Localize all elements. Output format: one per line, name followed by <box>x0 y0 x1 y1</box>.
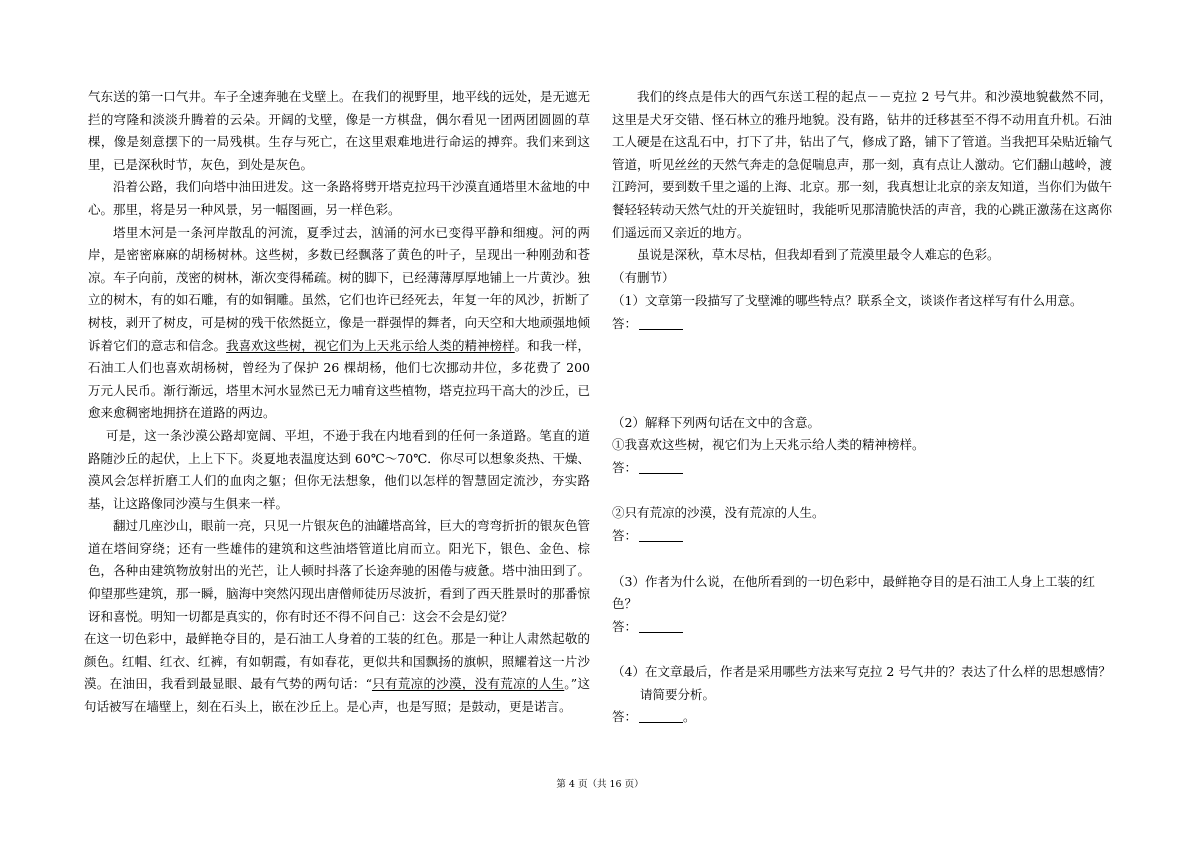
answer-blank[interactable] <box>639 709 683 723</box>
right-column <box>612 86 1112 729</box>
paragraph: 气东送的第一口气井。车子全速奔驰在戈壁上。在我们的视野里，地平线的远处，是无遮无拦的穹隆和淡淡升腾着的云朵。开阔的戈壁，像是一方棋盘，偶尔看见一团两团圆圆的草棵，像是刻意摆下的一局残棋。生存与死亡，在这里艰难地进行命运的搏弈。我们来到这里，已是深秋时节，灰色，到处是灰色。 <box>88 89 590 172</box>
abridged-note: （有删节） <box>612 269 675 285</box>
answer-blank[interactable] <box>639 619 683 633</box>
answer-blank[interactable] <box>639 528 683 542</box>
answer-line <box>612 706 1112 729</box>
answer-line <box>612 313 1112 336</box>
answer-space <box>612 479 1112 502</box>
question-2a: ①我喜欢这些树，视它们为上天兆示给人类的精神榜样。 <box>612 437 925 453</box>
answer-label: 答： <box>612 618 638 634</box>
answer-line <box>612 616 1112 639</box>
text-span: 塔里木河是一条河岸散乱的河流，夏季过去，汹涌的河水已变得平静和细瘦。河的两岸，是密密麻麻的胡杨树林。这些树，多数已经飘落了黄色的叶子，呈现出一种刚劲和苍凉。车子向前，茂密的树林，渐次变得稀疏。树的脚下，已经薄薄厚厚地铺上一片黄沙。独立的树木，有的如石雕，有的如铜雕。虽然，它们也许已经死去，年复一年的风沙，折断了树枝，剥开了树皮，可是树的残干依然挺立，像是一群强悍的舞者，向天空和大地顽强地倾诉着它们的意志和信念。 <box>88 224 590 353</box>
answer-line <box>612 457 1112 480</box>
answer-label: 答： <box>612 315 638 331</box>
answer-label: 答： <box>612 527 638 543</box>
answer-blank[interactable] <box>639 460 683 474</box>
paragraph: 我们的终点是伟大的西气东送工程的起点－－克拉 2 号气井。和沙漠地貌截然不同，这里是犬牙交错、怪石林立的雅丹地貌。没有路，钻井的迁移甚至不得不动用直升机。石油工人硬是在这乱石中，打下了井，钻出了气，修成了路，铺下了管道。当我把耳朵贴近输气管道，听见丝丝的天然气奔走的急促喘息声，那一刻，真有点让人激动。它们翻山越岭，渡江跨河，要到数千里之遥的上海、北京。那一刻，我真想让北京的亲友知道，当你们为做午餐轻轻转动天然气灶的开关旋钮时，我能听见那清脆快活的声音，我的心跳正激荡在这离你们遥远而又亲近的地方。 <box>612 89 1113 240</box>
answer-space <box>612 548 1112 571</box>
paragraph: 虽说是深秋，草木尽枯，但我却看到了荒漠里最令人难忘的色彩。 <box>637 247 1000 263</box>
answer-line <box>612 525 1112 548</box>
answer-period: 。 <box>683 709 696 725</box>
question-2b: ②只有荒凉的沙漠，没有荒凉的人生。 <box>612 505 825 521</box>
paragraph: 可是，这一条沙漠公路却宽阔、平坦，不逊于我在内地看到的任何一条道路。笔直的道路随沙丘的起伏，上上下下。炎夏地表温度达到 60℃～70℃．你尽可以想象炎热、干燥、漠风会怎样折磨工人们的血肉之躯；但你无法想象，他们以怎样的智慧固定流沙，夯实路基，让这路像同沙漠与生俱来一样。 <box>88 427 590 511</box>
underlined-sentence: 我喜欢这些树，视它们为上天兆示给人类的精神榜样 <box>226 337 515 353</box>
text-span: 这句话被写在墙壁上，刻在石头上，嵌在沙丘上。是心声，也是写照；是鼓动，更是诺言。 <box>84 676 590 715</box>
question-1: （1）文章第一段描写了戈壁滩的哪些特点？联系全文，谈谈作者这样写有什么用意。 <box>612 293 1083 309</box>
quote-mark: 。” <box>564 676 578 692</box>
paragraph <box>88 222 590 425</box>
left-column <box>84 86 590 719</box>
answer-space <box>612 638 1112 661</box>
page-number-footer: 第 4 页（共 16 页） <box>556 779 644 790</box>
quote-mark: “ <box>365 676 372 692</box>
paragraph: 沿着公路，我们向塔中油田进发。这一条路将劈开塔克拉玛干沙漠直通塔里木盆地的中心。那里，将是另一种风景，另一幅图画，另一样色彩。 <box>88 179 590 217</box>
paragraph <box>84 628 590 718</box>
answer-blank[interactable] <box>639 316 683 330</box>
answer-label: 答： <box>612 459 638 475</box>
text-span: 。和我一样，石油工人们也喜欢胡杨树，曾经为了保护 26 棵胡杨，他们七次挪动井位，多花费了 200 万元人民币。渐行渐远，塔里木河水显然已无力哺育这些植物，塔克拉玛干高大的沙丘，已愈来愈稠密地拥挤在道路的两边。 <box>88 337 590 421</box>
question-3: （3）作者为什么说，在他所看到的一切色彩中，最鲜艳夺目的是石油工人身上工装的红色？ <box>612 573 1095 612</box>
underlined-sentence: 只有荒凉的沙漠，没有荒凉的人生 <box>371 676 565 692</box>
answer-space <box>612 336 1112 412</box>
text-span: 在这一切色彩中，最鲜艳夺目的，是石油工人身着的工装的红色。那是一种让人肃然起敬的颜色。红帽、红衣、红裤，有如朝霞，有如春花，更似共和国飘扬的旗帜，照耀着这一片沙漠。在油田，我看到最显眼、最有气势的两句话： <box>84 631 590 692</box>
paragraph: 翻过几座沙山，眼前一亮，只见一片银灰色的油罐塔高耸，巨大的弯弯折折的银灰色管道在塔间穿绕；还有一些雄伟的建筑和这些油塔管道比肩而立。阳光下，银色、金色、棕色，各种由建筑物放射出的光芒，让人顿时抖落了长途奔驰的困倦与疲惫。塔中油田到了。仰望那些建筑，那一瞬，脑海中突然闪现出唐僧师徒历尽波折，看到了西天胜景时的那番惊讶和喜悦。明知一切都是真实的，你有时还不得不问自己：这会不会是幻觉？ <box>88 518 590 624</box>
question-2: （2）解释下列两句话在文中的含意。 <box>612 414 820 430</box>
answer-label: 答： <box>612 709 638 725</box>
question-4: （4）在文章最后，作者是采用哪些方法来写克拉 2 号气井的？表达了什么样的思想感情？请简要分析。 <box>612 664 1111 702</box>
